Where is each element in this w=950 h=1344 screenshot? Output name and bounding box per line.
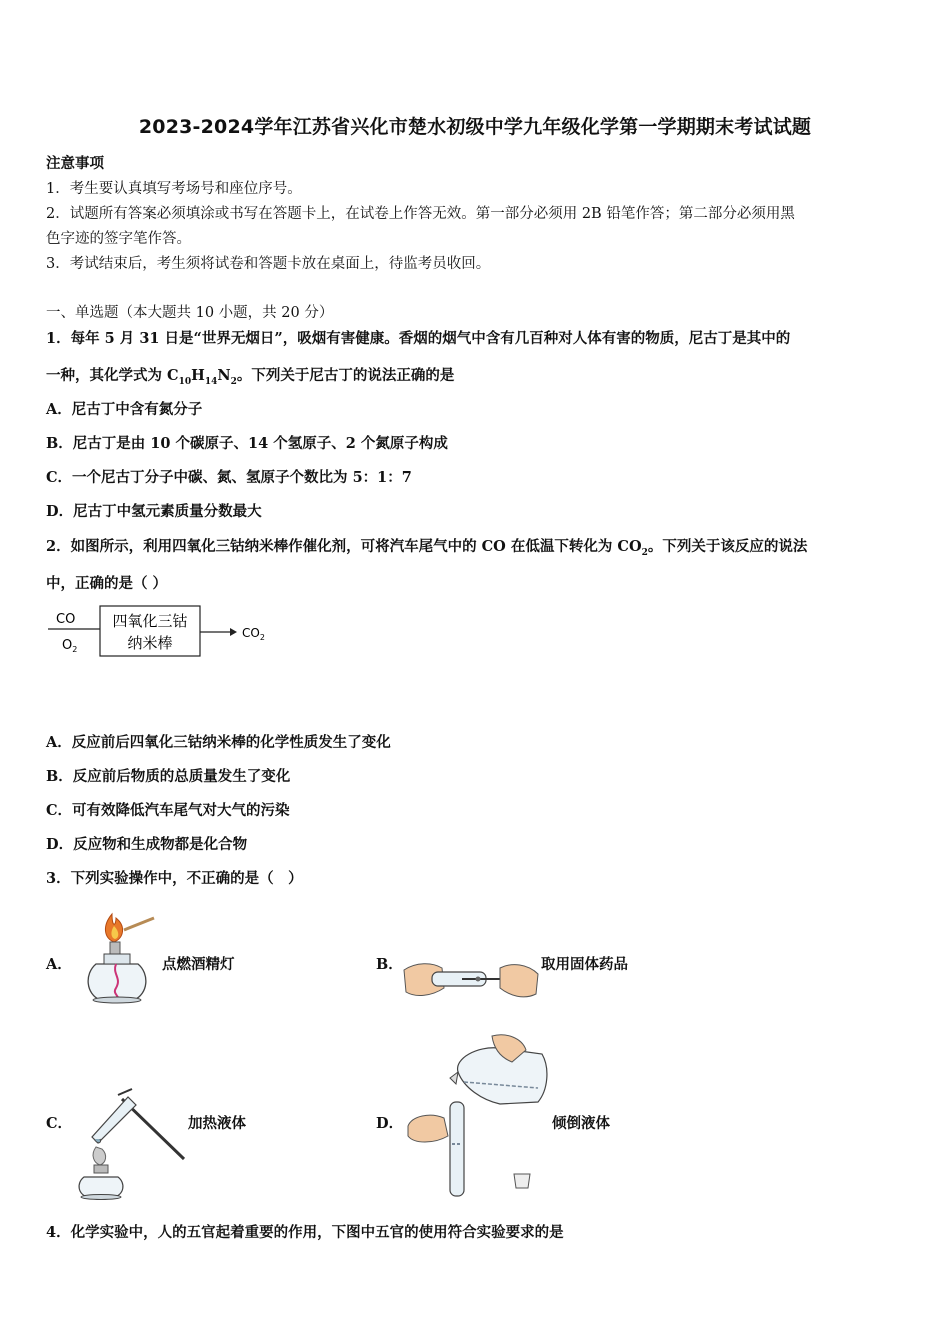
catalyst-label-line1: 四氧化三钴 [112, 612, 188, 630]
notice-item: 1．考生要认真填写考场号和座位序号。 [46, 181, 302, 197]
q2-text: 。下列关于该反应的说法 [647, 538, 808, 555]
q1-option-c: C．一个尼古丁分子中碳、氮、氢原子个数比为 5：1：7 [46, 469, 412, 486]
notice-item: 色字迹的签字笔作答。 [46, 231, 191, 247]
q1-text: 一种，其化学式为 C [46, 367, 179, 384]
q1-stem-line2 [46, 364, 454, 387]
q1-subscript: 14 [204, 376, 218, 387]
q1-option-a: A．尼古丁中含有氮分子 [46, 401, 203, 418]
q2-stem-line2: 中，正确的是（ ） [46, 575, 168, 592]
section-heading: 一、单选题（本大题共 10 小题，共 20 分） [46, 305, 334, 321]
q3-option-c-caption: 加热液体 [188, 1115, 246, 1132]
q3-option-a-caption: 点燃酒精灯 [162, 956, 235, 973]
q1-text: 。下列关于尼古丁的说法正确的是 [236, 367, 455, 384]
q1-option-b: B．尼古丁是由 10 个碳原子、14 个氢原子、2 个氮原子构成 [46, 435, 448, 452]
q3-stem: 3．下列实验操作中，不正确的是（ ） [46, 870, 303, 887]
q1-subscript: 10 [178, 376, 192, 387]
q3-option-a-label: A． [46, 956, 72, 973]
q1-stem-line1: 1．每年 5 月 31 日是“世界无烟日”，吸烟有害健康。香烟的烟气中含有几百种对人体有害的物质，尼古丁是其中的 [46, 330, 791, 347]
input-co-label: CO [56, 612, 76, 627]
q2-subscript: 2 [641, 547, 648, 558]
q3-option-b-caption: 取用固体药品 [541, 956, 628, 973]
q1-subscript: 2 [230, 376, 237, 387]
pouring-liquid-icon [402, 1032, 552, 1197]
alcohol-lamp-lit-icon [76, 908, 166, 1008]
q1-text: H [191, 367, 205, 384]
q2-option-b: B．反应前后物质的总质量发生了变化 [46, 768, 291, 785]
q1-option-d: D．尼古丁中氢元素质量分数最大 [46, 503, 262, 520]
notice-item: 3．考试结束后，考生须将试卷和答题卡放在桌面上，待监考员收回。 [46, 256, 491, 272]
notice-item: 2．试题所有答案必须填涂或书写在答题卡上，在试卷上作答无效。第一部分必须用 2B 铅笔作答；第二部分必须用黑 [46, 206, 795, 222]
heating-liquid-icon [72, 1085, 192, 1200]
q2-option-d: D．反应物和生成物都是化合物 [46, 836, 248, 853]
output-co2-label: $CO_2$ [242, 626, 265, 642]
q3-option-d-label: D． [376, 1115, 404, 1132]
reaction-diagram [44, 603, 284, 663]
solid-reagent-hands-icon [402, 958, 542, 1008]
catalyst-label-line2: 纳米棒 [127, 634, 173, 652]
q2-stem-line1 [46, 535, 807, 558]
q3-option-d-caption: 倾倒液体 [552, 1115, 610, 1132]
output-arrowhead [230, 628, 237, 636]
q1-text: N [217, 367, 231, 384]
q3-option-c-label: C． [46, 1115, 73, 1132]
notice-heading: 注意事项 [46, 155, 104, 172]
q2-option-c: C．可有效降低汽车尾气对大气的污染 [46, 802, 290, 819]
page-title: 2023-2024学年江苏省兴化市楚水初级中学九年级化学第一学期期末考试试题 [138, 116, 812, 138]
q2-text: 2．如图所示，利用四氧化三钴纳米棒作催化剂，可将汽车尾气中的 CO 在低温下转化为 CO [46, 538, 642, 555]
input-o2-label: $O_2$ [62, 638, 78, 654]
q2-option-a: A．反应前后四氧化三钴纳米棒的化学性质发生了变化 [46, 734, 391, 751]
q4-stem: 4．化学实验中，人的五官起着重要的作用，下图中五官的使用符合实验要求的是 [46, 1224, 564, 1241]
q3-option-b-label: B． [376, 956, 403, 973]
